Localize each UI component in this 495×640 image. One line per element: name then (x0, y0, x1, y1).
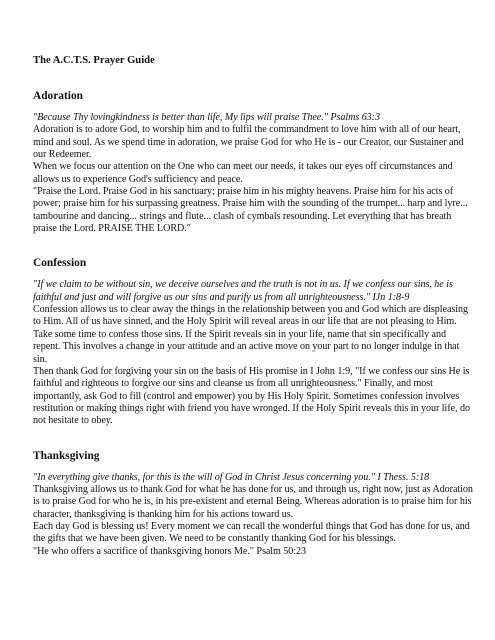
section-thanksgiving (33, 449, 475, 558)
adoration-paragraph: Adoration is to adore God, to worship him and to fulfil the commandment to love him with all of our heart, mind and soul. As we spend time in adoration, we praise God for who He is - our Creator, our Sustainer and our Redeemer. (33, 124, 464, 161)
section-confession (33, 256, 475, 427)
thanksgiving-scripture-quote: "In everything give thanks, for this is the will of God in Christ Jesus concerning you." I Thess. 5:18 (33, 471, 430, 483)
section-adoration (33, 89, 475, 235)
confession-scripture-quote: "If we claim to be without sin, we deceive ourselves and the truth is not in us. If we confess our sins, he is faithful and just and will forgive us our sins and purify us from all unrighteousness." IJn 1:8-9 (33, 279, 453, 303)
adoration-paragraph: "Praise the Lord. Praise God in his sanctuary; praise him in his mighty heavens. Praise him for his acts of power; praise him for his surpassing greatness. Praise him with the sounding of the trumpet... harp and lyre... tambourine and dancing... strings and flute... clash of cymbals resounding. Let everything that has breath praise the Lord. PRAISE THE LORD." (33, 186, 468, 235)
thanksgiving-paragraph: "He who offers a sacrifice of thanksgiving honors Me." Psalm 50:23 (33, 545, 307, 557)
confession-paragraph: Confession allows us to clear away the things in the relationship between you and God which are displeasing to Him. All of us have sinned, and the Holy Spirit will reveal areas in our life that are not pleasing to Him. Take some time to confess those sins. If the Spirit reveals sin in your life, name that sin specifically and repent. This involves a change in your attitude and an active move on your part to no longer indulge in that sin. (33, 304, 469, 365)
section-heading-adoration: Adoration (33, 90, 83, 102)
section-heading-confession: Confession (33, 257, 87, 270)
document-title: The A.C.T.S. Prayer Guide (33, 55, 155, 66)
thanksgiving-paragraph: Each day God is blessing us! Every moment we can recall the wonderful things that God has done for us, and the gifts that we have been given. We need to be constantly thanking God for his blessings. (33, 520, 470, 545)
adoration-paragraph: When we focus our attention on the One who can meet our needs, it takes our eyes off circumstances and allows us to experience God's sufficiency and peace. (33, 161, 453, 185)
thanksgiving-paragraph: Thanksgiving allows us to thank God for what he has done for us, and through us, right now, just as Adoration is to praise God for who he is, in his pre-existent and eternal Being. Whereas adoration is to praise him for his character, thanksgiving is thanking him for his actions toward us. (33, 483, 473, 520)
section-heading-thanksgiving: Thanksgiving (33, 449, 100, 462)
confession-paragraph: Then thank God for forgiving your sin on the basis of His promise in I John 1:9, "If we confess our sins He is faithful and righteous to forgive our sins and cleanse us from all unrighteousness." Finally, and most importantly, ask God to fill (control and empower) you by His Holy Spirit. Sometimes confession involves restitution or making things right with friend you have wronged. If the Holy Spirit reveals this in your life, do not hesitate to obey. (33, 365, 470, 427)
adoration-scripture-quote: "Because Thy lovingkindness is better than life, My lips will praise Thee." Psalms 63:3 (33, 112, 380, 123)
